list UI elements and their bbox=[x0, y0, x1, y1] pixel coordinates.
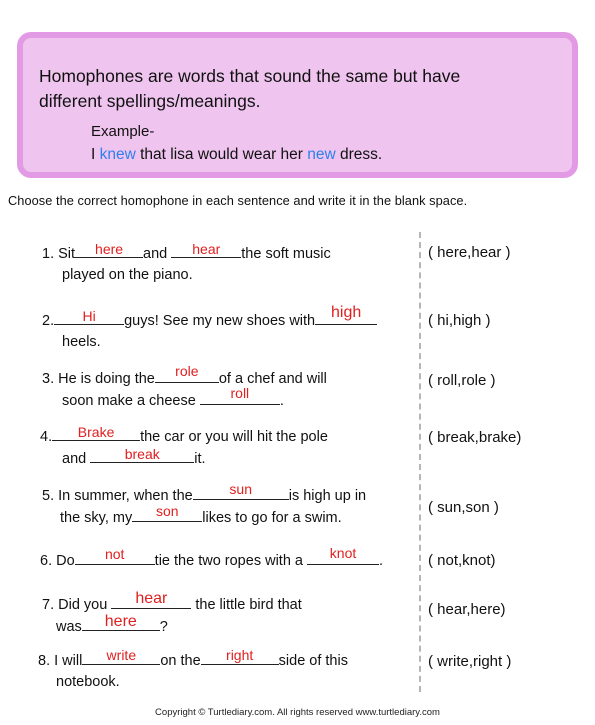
question-1 bbox=[42, 243, 331, 286]
question-text: 8. I will bbox=[38, 653, 83, 669]
answer-blank[interactable] bbox=[54, 310, 124, 325]
question-text: the car or you will hit the pole bbox=[140, 429, 328, 445]
question-text: . bbox=[379, 553, 384, 569]
answer-blank[interactable] bbox=[155, 363, 219, 383]
question-text: the little bird that bbox=[195, 597, 302, 613]
example-highlight-knew: knew bbox=[99, 146, 136, 163]
answer-text: hear bbox=[135, 590, 168, 607]
answer-text: knot bbox=[329, 545, 357, 561]
question-2 bbox=[42, 304, 377, 353]
question-text: ? bbox=[159, 619, 168, 635]
answer-text: not bbox=[104, 546, 125, 562]
question-text: played on the piano. bbox=[62, 267, 193, 283]
options-1: ( here,hear ) bbox=[428, 244, 511, 261]
question-3 bbox=[42, 363, 327, 412]
question-text: is high up in bbox=[288, 488, 367, 504]
answer-blank[interactable] bbox=[90, 448, 194, 463]
answer-blank[interactable] bbox=[315, 304, 377, 325]
question-text: likes to go for a swim. bbox=[202, 510, 342, 526]
question-text: soon make a cheese bbox=[62, 393, 196, 409]
example-highlight-new: new bbox=[307, 146, 336, 163]
example-label: Example- bbox=[91, 123, 155, 140]
answer-text: break bbox=[124, 446, 160, 462]
answer-text: sun bbox=[229, 481, 252, 497]
example-text: dress. bbox=[335, 146, 383, 163]
answer-text: high bbox=[330, 304, 362, 321]
options-6: ( not,knot) bbox=[428, 552, 496, 569]
answer-text: son bbox=[155, 503, 179, 519]
answer-text: roll bbox=[230, 385, 250, 401]
example-sentence bbox=[91, 146, 382, 164]
question-text: 4. bbox=[40, 429, 53, 445]
answer-text: Hi bbox=[82, 308, 96, 324]
answer-text: right bbox=[226, 647, 254, 663]
answer-blank[interactable] bbox=[75, 546, 155, 565]
options-2: ( hi,high ) bbox=[428, 312, 491, 329]
question-text: 3. He is doing the bbox=[42, 371, 155, 387]
answer-blank[interactable] bbox=[171, 243, 241, 258]
question-8 bbox=[38, 647, 348, 693]
question-4 bbox=[40, 426, 328, 470]
answer-text: Brake bbox=[77, 424, 115, 440]
column-divider bbox=[419, 232, 421, 692]
question-text: 1. Sit bbox=[42, 246, 76, 262]
question-text: notebook. bbox=[56, 674, 120, 690]
question-text: guys! See my new shoes with bbox=[124, 313, 316, 329]
answer-blank[interactable] bbox=[82, 647, 160, 665]
question-5 bbox=[42, 481, 367, 529]
question-text: 2. bbox=[42, 313, 55, 329]
question-text: tie the two ropes with a bbox=[154, 553, 303, 569]
question-text: and bbox=[143, 246, 168, 262]
answer-blank[interactable] bbox=[132, 503, 202, 522]
question-text: was bbox=[56, 619, 82, 635]
options-8: ( write,right ) bbox=[428, 653, 512, 670]
footer-copyright: Copyright © Turtlediary.com. All rights reserved www.turtlediary.com bbox=[155, 707, 440, 718]
instruction-text: Choose the correct homophone in each sentence and write it in the blank space. bbox=[8, 193, 468, 208]
question-text: 6. Do bbox=[40, 553, 75, 569]
question-text: heels. bbox=[62, 334, 101, 350]
question-6 bbox=[40, 545, 384, 572]
answer-text: role bbox=[175, 363, 199, 379]
options-7: ( hear,here) bbox=[428, 601, 506, 618]
question-text: . bbox=[279, 393, 284, 409]
question-text: 7. Did you bbox=[42, 597, 108, 613]
question-text: side of this bbox=[278, 653, 348, 669]
answer-blank[interactable] bbox=[52, 426, 140, 441]
answer-text: hear bbox=[192, 241, 221, 257]
definition-line-2: different spellings/meanings. bbox=[39, 91, 261, 111]
answer-text: write bbox=[106, 647, 137, 663]
question-text: 5. In summer, when the bbox=[42, 488, 193, 504]
question-text: of a chef and will bbox=[218, 371, 327, 387]
answer-blank[interactable] bbox=[193, 481, 289, 500]
answer-blank[interactable] bbox=[111, 590, 191, 609]
answer-blank[interactable] bbox=[75, 243, 143, 258]
definition-box bbox=[17, 32, 578, 178]
question-text: the sky, my bbox=[60, 510, 133, 526]
answer-blank[interactable] bbox=[201, 647, 279, 665]
options-3: ( roll,role ) bbox=[428, 372, 496, 389]
options-4: ( break,brake) bbox=[428, 429, 522, 446]
answer-blank[interactable] bbox=[200, 385, 280, 405]
question-7 bbox=[42, 590, 302, 638]
definition-line-1: Homophones are words that sound the same but have bbox=[39, 66, 461, 86]
question-text: on the bbox=[160, 653, 201, 669]
example-text: that lisa would wear her bbox=[135, 146, 308, 163]
answer-text: here bbox=[95, 241, 124, 257]
question-text: and bbox=[62, 451, 87, 467]
options-5: ( sun,son ) bbox=[428, 499, 499, 516]
answer-blank[interactable] bbox=[307, 545, 379, 565]
example-text: I bbox=[91, 146, 100, 163]
answer-text: here bbox=[104, 613, 137, 630]
answer-blank[interactable] bbox=[82, 613, 160, 631]
question-text: the soft music bbox=[241, 246, 331, 262]
question-text: it. bbox=[194, 451, 206, 467]
